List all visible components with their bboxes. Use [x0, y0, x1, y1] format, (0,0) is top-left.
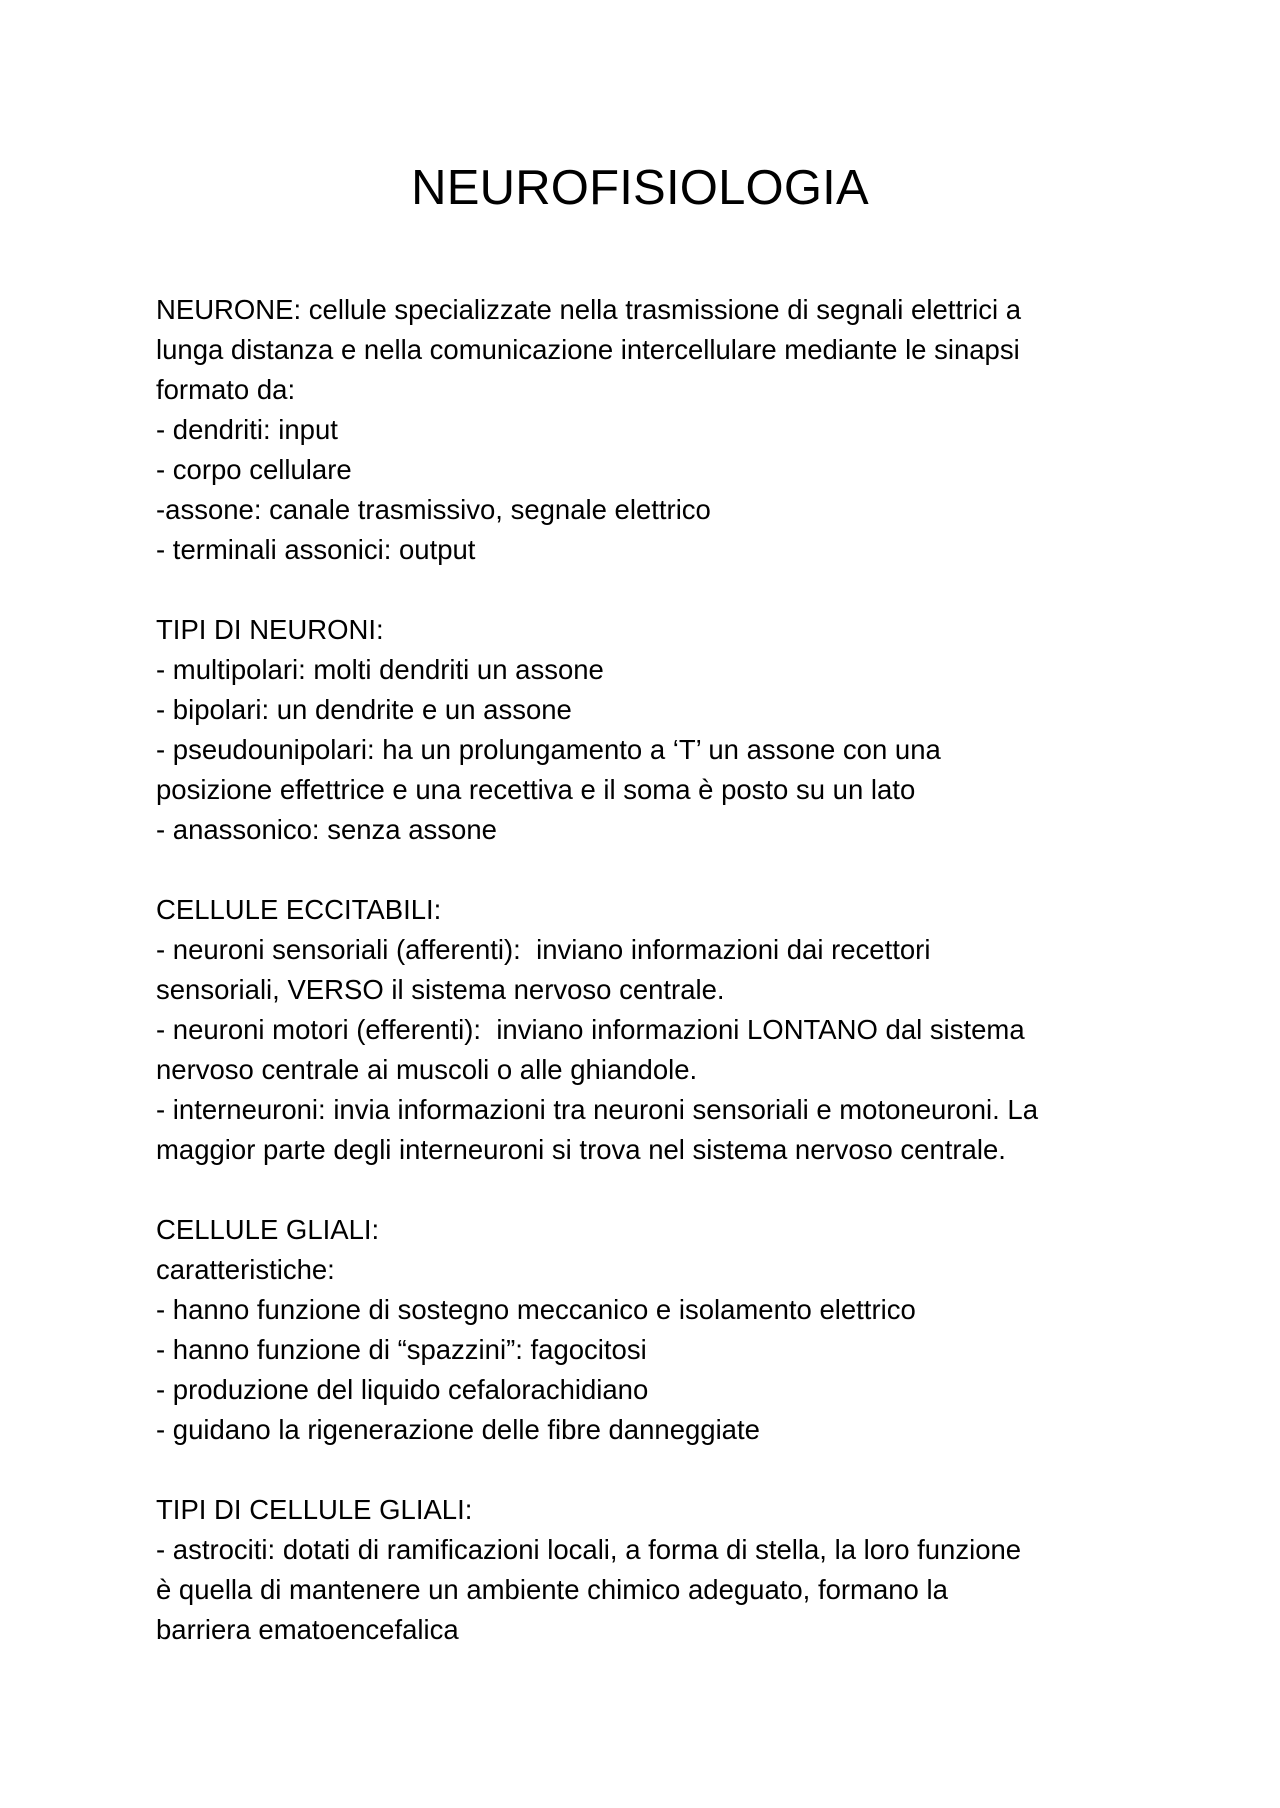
text-line: caratteristiche:: [156, 1254, 335, 1285]
text-line: sensoriali, VERSO il sistema nervoso centrale.: [156, 974, 725, 1005]
list-item: - neuroni sensoriali (afferenti): inviano informazioni dai recettori: [156, 934, 931, 965]
section-heading: CELLULE ECCITABILI:: [156, 894, 442, 925]
list-item: - astrociti: dotati di ramificazioni locali, a forma di stella, la loro funzione: [156, 1534, 1022, 1565]
text-line: formato da:: [156, 374, 296, 405]
list-item: - bipolari: un dendrite e un assone: [156, 694, 572, 725]
list-item: - corpo cellulare: [156, 454, 352, 485]
section-heading: CELLULE GLIALI:: [156, 1214, 380, 1245]
list-item: - produzione del liquido cefalorachidiano: [156, 1374, 649, 1405]
list-item: - interneuroni: invia informazioni tra neuroni sensoriali e motoneuroni. La: [156, 1094, 1039, 1125]
section-cellule-gliali: [156, 1210, 1156, 1450]
section-heading: TIPI DI NEURONI:: [156, 614, 384, 645]
text-line: è quella di mantenere un ambiente chimico adeguato, formano la: [156, 1574, 948, 1605]
list-item: - multipolari: molti dendriti un assone: [156, 654, 604, 685]
section-cellule-eccitabili: [156, 890, 1156, 1170]
text-line: nervoso centrale ai muscoli o alle ghiandole.: [156, 1054, 698, 1085]
text-line: lunga distanza e nella comunicazione intercellulare mediante le sinapsi: [156, 334, 1020, 365]
list-item: - guidano la rigenerazione delle fibre danneggiate: [156, 1414, 760, 1445]
section-neurone: [156, 290, 1156, 570]
list-item: - terminali assonici: output: [156, 534, 476, 565]
list-item: - hanno funzione di sostegno meccanico e isolamento elettrico: [156, 1294, 916, 1325]
section-heading: TIPI DI CELLULE GLIALI:: [156, 1494, 473, 1525]
section-tipi-di-cellule-gliali: [156, 1490, 1156, 1650]
page-title: NEUROFISIOLOGIA: [411, 161, 869, 215]
text-line: barriera ematoencefalica: [156, 1614, 459, 1645]
list-item: - neuroni motori (efferenti): inviano informazioni LONTANO dal sistema: [156, 1014, 1025, 1045]
section-tipi-di-neuroni: [156, 610, 1156, 850]
list-item: -assone: canale trasmissivo, segnale elettrico: [156, 494, 711, 525]
text-line: maggior parte degli interneuroni si trova nel sistema nervoso centrale.: [156, 1134, 1006, 1165]
list-item: - hanno funzione di “spazzini”: fagocitosi: [156, 1334, 647, 1365]
text-line: posizione effettrice e una recettiva e il soma è posto su un lato: [156, 774, 916, 805]
list-item: - dendriti: input: [156, 414, 338, 445]
list-item: - pseudounipolari: ha un prolungamento a ‘T’ un assone con una: [156, 734, 941, 765]
document-body: [156, 290, 1156, 1690]
text-line: NEURONE: cellule specializzate nella trasmissione di segnali elettrici a: [156, 294, 1022, 325]
list-item: - anassonico: senza assone: [156, 814, 497, 845]
